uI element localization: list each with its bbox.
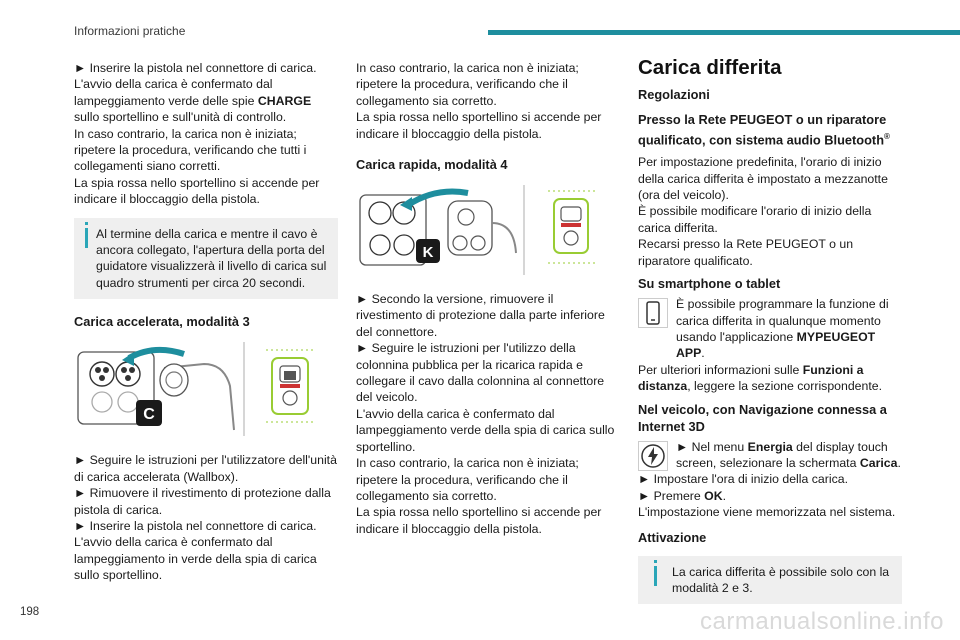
section-heading: Regolazioni [638,87,710,102]
figure-label: C [143,406,155,424]
figure-label: K [422,244,434,262]
paragraph: La spia rossa nello sportellino si accende per indicare il bloccaggio della pistola. [74,175,320,207]
paragraph: È possibile modificare l'orario di inizio della carica differita. [638,204,872,235]
paragraph: ► Secondo la versione, rimuovere il rivestimento di protezione dalla parte inferiore del connettore. [356,292,605,339]
section-heading: Presso la Rete PEUGEOT o un riparatore qualificato, con sistema audio Bluetooth® [638,112,890,148]
section-heading: Attivazione [638,529,707,545]
section-heading: Su smartphone o tablet [638,276,781,292]
paragraph: ► Inserire la pistola nel connettore di carica. [74,518,317,533]
paragraph: In caso contrario, la carica non è iniziata; ripetere la procedura, verificando che il collegamento sia corretto. [356,456,579,503]
paragraph: L'impostazione viene memorizzata nel sistema. [638,505,896,520]
paragraph: In caso contrario, la carica non è iniziata; ripetere la procedura, verificando che il collegamento sia corretto. [356,61,579,108]
column-3 [638,56,902,604]
paragraph: ► Rimuovere il rivestimento di protezione dalla pistola di carica. [74,486,331,517]
paragraph: ► Inserire la pistola nel connettore di carica. L'avvio della carica è confermato dal lampeggiamento verde delle spie CHARGE sullo sportellino e sull'unità di controllo. [74,61,317,125]
paragraph: ► Seguire le istruzioni per l'utilizzatore dell'unità di carica accelerata (Wallbox). [74,453,337,484]
column-1 [74,60,338,584]
page-title: Carica differita [638,56,782,79]
paragraph: Recarsi presso la Rete PEUGEOT o un riparatore qualificato. [638,237,854,268]
energy-row: ► Nel menu Energia del display touch screen, selezionare la schermata Carica. [638,439,902,472]
paragraph: L'avvio della carica è confermato dal lampeggiamento verde della spia di carica sullo sportellino. [356,406,615,454]
info-box: La carica differita è possibile solo con la modalità 2 e 3. [638,556,902,605]
info-box: Al termine della carica e mentre il cavo è ancora collegato, l'apertura della porta del guidatore visualizzerà il livello di carica sul quadro strumenti per circa 20 secondi. [74,218,338,300]
paragraph: In caso contrario, la carica non è iniziata; ripetere la procedura, verificando che tutti i collegamenti siano corretti. [74,126,307,174]
section-heading: Carica rapida, modalità 4 [356,157,508,173]
info-icon [85,228,88,248]
column-2 [356,60,616,537]
paragraph: La spia rossa nello sportellino si accende per indicare il bloccaggio della pistola. [356,110,602,141]
charging-figure-k [356,183,616,279]
section-heading: Carica accelerata, modalità 3 [74,314,250,330]
paragraph: ► Premere OK. [638,488,727,503]
charging-figure-c [74,340,338,440]
watermark: carmanualsonline.info [700,608,944,635]
section-heading: Nel veicolo, con Navigazione connessa a Internet 3D [638,401,887,434]
paragraph: Per ulteriori informazioni sulle Funzioni a distanza, leggere la sezione corrispondente. [638,362,883,394]
paragraph: ► Impostare l'ora di inizio della carica. [638,472,848,487]
page-number: 198 [20,606,40,618]
smartphone-icon [638,298,668,328]
header-accent-bar [488,30,960,35]
energy-icon [638,441,668,471]
paragraph: Per impostazione predefinita, l'orario di inizio della carica differita è impostato a mezzanotte (ora del veicolo). [638,155,888,203]
header-title: Informazioni pratiche [74,24,186,38]
paragraph: ► Seguire le istruzioni per l'utilizzo della colonnina pubblica per la ricarica rapida e collegare il cavo dalla colonnina al connettore del veicolo. [356,341,605,405]
info-icon [654,566,657,586]
paragraph: L'avvio della carica è confermato dal lampeggiamento in verde della spia di carica sullo sportellino. [74,535,317,583]
paragraph: La spia rossa nello sportellino si accende per indicare il bloccaggio della pistola. [356,505,602,536]
smartphone-row: È possibile programmare la funzione di carica differita in qualunque momento usando l'applicazione MYPEUGEOT APP. [638,296,902,362]
